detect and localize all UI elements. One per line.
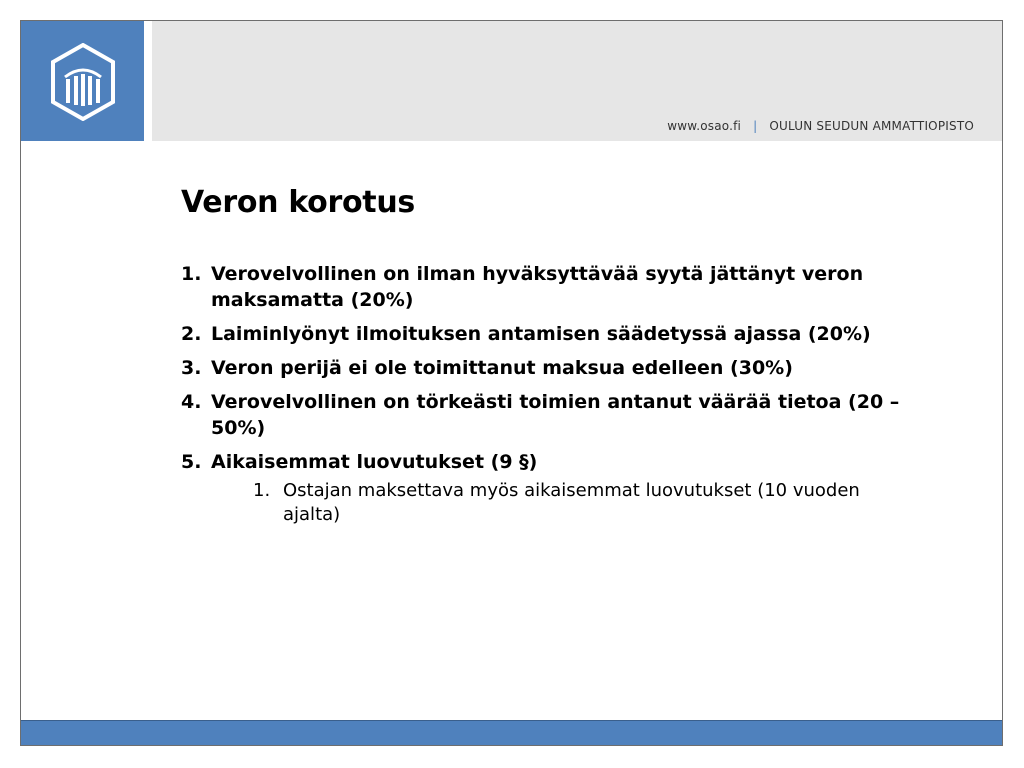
sub-list-item-number: 1. [253, 480, 271, 501]
list-item-number: 4. [181, 391, 202, 413]
list-item [181, 389, 901, 441]
list-item-text: Verovelvollinen on törkeästi toimien antanut väärää tietoa (20 – 50%) [211, 391, 900, 439]
header-separator: | [753, 119, 758, 133]
list-item-number: 3. [181, 357, 202, 379]
sub-list-item-text: Ostajan maksettava myös aikaisemmat luovutukset (10 vuoden ajalta) [283, 480, 860, 525]
list-item [181, 449, 901, 527]
slide-title: Veron korotus [181, 185, 415, 220]
header-text [667, 119, 974, 133]
header-band [152, 21, 1002, 141]
list-item-text: Laiminlyönyt ilmoituksen antamisen säädetyssä ajassa (20%) [211, 323, 871, 345]
logo-block [21, 21, 144, 141]
list-item-text: Veron perijä ei ole toimittanut maksua edelleen (30%) [211, 357, 793, 379]
list-item-number: 5. [181, 451, 202, 473]
organization-name: OULUN SEUDUN AMMATTIOPISTO [769, 119, 974, 133]
list-item [181, 261, 901, 313]
sub-list-item [211, 479, 901, 527]
slide [20, 20, 1003, 746]
building-columns-logo-icon [49, 43, 117, 121]
list-item-text: Verovelvollinen on ilman hyväksyttävää syytä jättänyt veron maksamatta (20%) [211, 263, 864, 311]
list-item-number: 2. [181, 323, 202, 345]
list-item [181, 321, 901, 347]
footer-bar [21, 720, 1002, 745]
list-item [181, 355, 901, 381]
list-item-text: Aikaisemmat luovutukset (9 §) [211, 451, 538, 473]
list-item-number: 1. [181, 263, 202, 285]
main-list [181, 261, 901, 535]
website-link[interactable]: www.osao.fi [667, 119, 742, 133]
